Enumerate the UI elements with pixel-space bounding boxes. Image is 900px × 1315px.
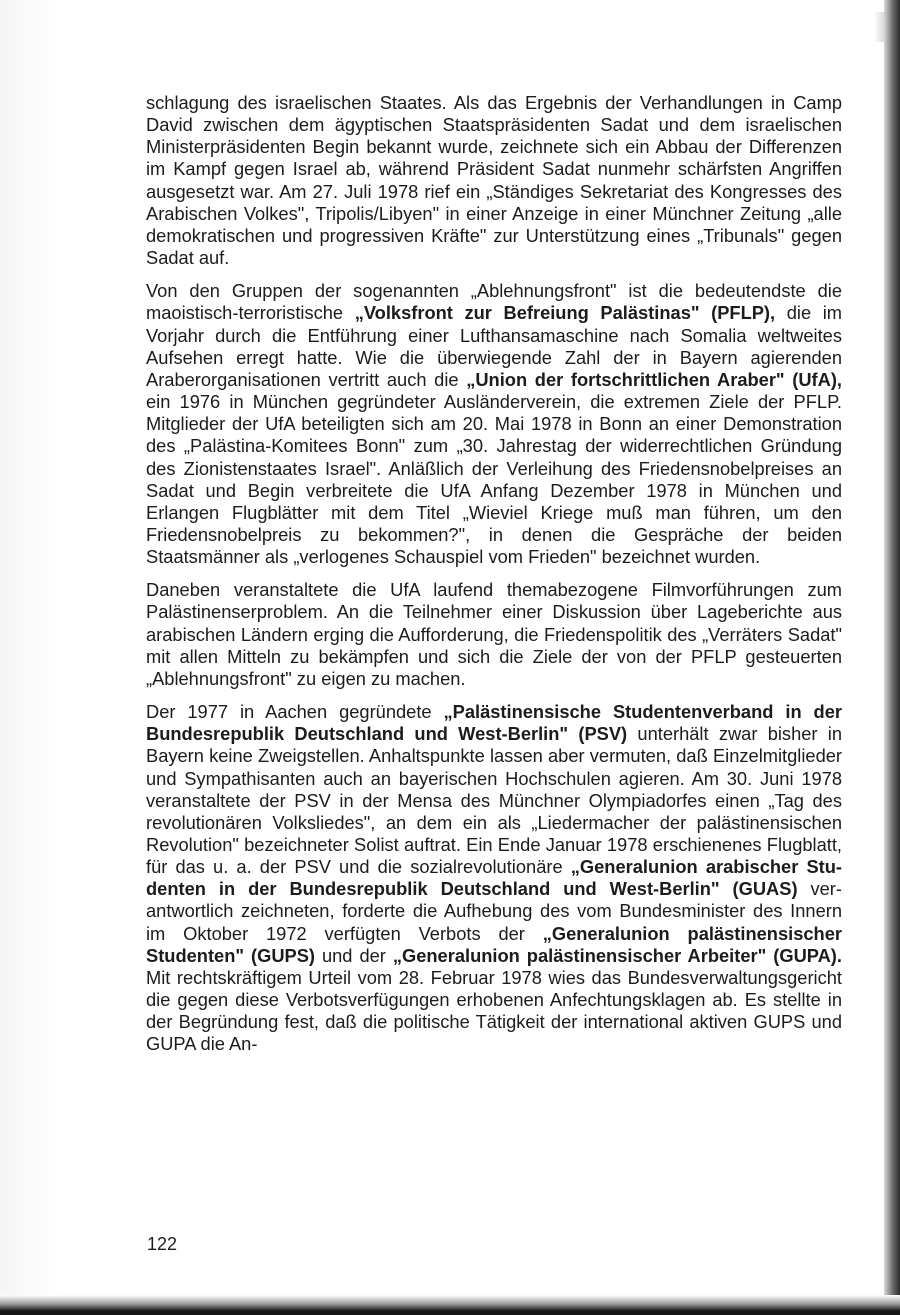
bold-organization-name: „Generalunion arabischer Studenten in der Bundesrepublik Deutschland und West-Berlin" (GUAS) xyxy=(146,856,842,900)
scan-edge-bottom xyxy=(0,1295,900,1315)
body-text xyxy=(146,92,842,1067)
scan-edge-right xyxy=(884,0,900,1315)
bold-organization-name: „Generalunion palästinensischer Arbeiter" (GUPA). xyxy=(392,944,842,966)
text-run: verantwortlich zeichneten, forderte die Aufhebung des vom Bundesminister des Innern im Oktober 1972 verfügten Verbots der xyxy=(146,878,842,944)
text-run: die im Vorjahr durch die Entführung einer Lufthansamaschine nach Somalia weltweites Aufsehen erregt hatte. Wie die überwiegende Zahl der in Bayern agierenden Araberorganisationen vertritt auch die xyxy=(146,302,842,390)
bold-organization-name: „Generalunion palästinensischer Studenten" (GUPS) xyxy=(146,922,842,966)
paragraph xyxy=(146,92,842,269)
paragraph xyxy=(146,579,842,690)
bold-organization-name: „Union der fortschrittlichen Araber" (UfA), xyxy=(466,368,842,390)
text-run: Daneben veranstaltete die UfA laufend themabezogene Filmvorführungen zum Palästinenserproblem. An die Teilnehmer einer Diskussion über Lageberichte aus arabischen Ländern erging die Aufforderung, die Friedenspolitik des „Verräters Sadat" mit allen Mitteln zu bekämpfen und sich die Ziele der von der PFLP gesteuerten „Ablehnungsfront" zu eigen zu machen. xyxy=(146,579,842,689)
page-number: 122 xyxy=(147,1234,178,1254)
text-run: Der 1977 in Aachen gegründete xyxy=(146,701,444,723)
text-run: Von den Gruppen der sogenannten „Ablehnungsfront" ist die bedeutendste die maoistisch-terroristische xyxy=(146,280,842,324)
binding-shadow xyxy=(0,0,60,1315)
text-run: und der xyxy=(315,944,393,966)
paragraph xyxy=(146,280,842,568)
text-run: ein 1976 in München gegründeter Ausländerverein, die extremen Ziele der PFLP. Mitglieder der UfA beteiligten sich am 20. Mai 1978 in Bonn an einer Demonstration des „Palästina-Komitees Bonn" zum „30. Jahrestag der widerrechtlichen Gründung des Zionistenstaates Israel". Anläßlich der Verleihung des Friedensnobelpreises an Sadat und Begin verbreitete die UfA Anfang Dezember 1978 in München und Erlangen Flugblätter mit dem Titel „Wieviel Kriege muß man führen, um den Friedensnobelpreis zu bekommen?", in denen die Gespräche der beiden Staatsmänner als „verlogenes Schauspiel vom Frieden" bezeichnet wurden. xyxy=(146,391,842,568)
text-run: Mit rechtskräftigem Urteil vom 28. Februar 1978 wies das Bundesverwaltungsgericht die gegen diese Verbotsverfügungen erhobenen Anfechtungsklagen ab. Es stellte in der Begründung fest, daß die politische Tätigkeit der international aktiven GUPS und GUPA die An- xyxy=(146,966,842,1055)
scan-edge-top xyxy=(874,12,884,42)
paragraph xyxy=(146,701,842,1056)
text-run: unterhält zwar bisher in Bayern keine Zweigstellen. Anhaltspunkte lassen aber vermuten, daß Einzelmitglieder und Sympathisanten auch an bayerischen Hochschulen agieren. Am 30. Juni 1978 veranstaltete der PSV in der Mensa des Münchner Olympiadorfes einen „Tag des revolutionären Volksliedes", an dem ein als „Liedermacher der palästinensischen Revolution" bezeichneter Solist auftrat. Ein Ende Januar 1978 erschienenes Flugblatt, für das u. a. der PSV und die sozialrevolutionäre xyxy=(146,723,842,878)
bold-organization-name: „Volksfront zur Befreiung Palästinas" (PFLP), xyxy=(354,302,776,324)
bold-organization-name: „Palästinensische Studentenverband in der Bundesrepublik Deutschland und West-Berlin" (PSV) xyxy=(146,701,842,745)
text-run: schlagung des israelischen Staates. Als das Ergebnis der Verhandlungen in Camp David zwischen dem ägyptischen Staatspräsidenten Sadat und dem israelischen Ministerpräsidenten Begin bekannt wurde, zeichnete sich ein Abbau der Differenzen im Kampf gegen Israel ab, während Präsident Sadat nunmehr schärfsten Angriffen ausgesetzt war. Am 27. Juli 1978 rief ein „Ständiges Sekretariat des Kongresses des Arabischen Volkes", Tripolis/Libyen" in einer Anzeige in einer Münchner Zeitung „alle demokratischen und progressiven Kräfte" zur Unterstützung eines „Tribunals" gegen Sadat auf. xyxy=(146,92,842,269)
